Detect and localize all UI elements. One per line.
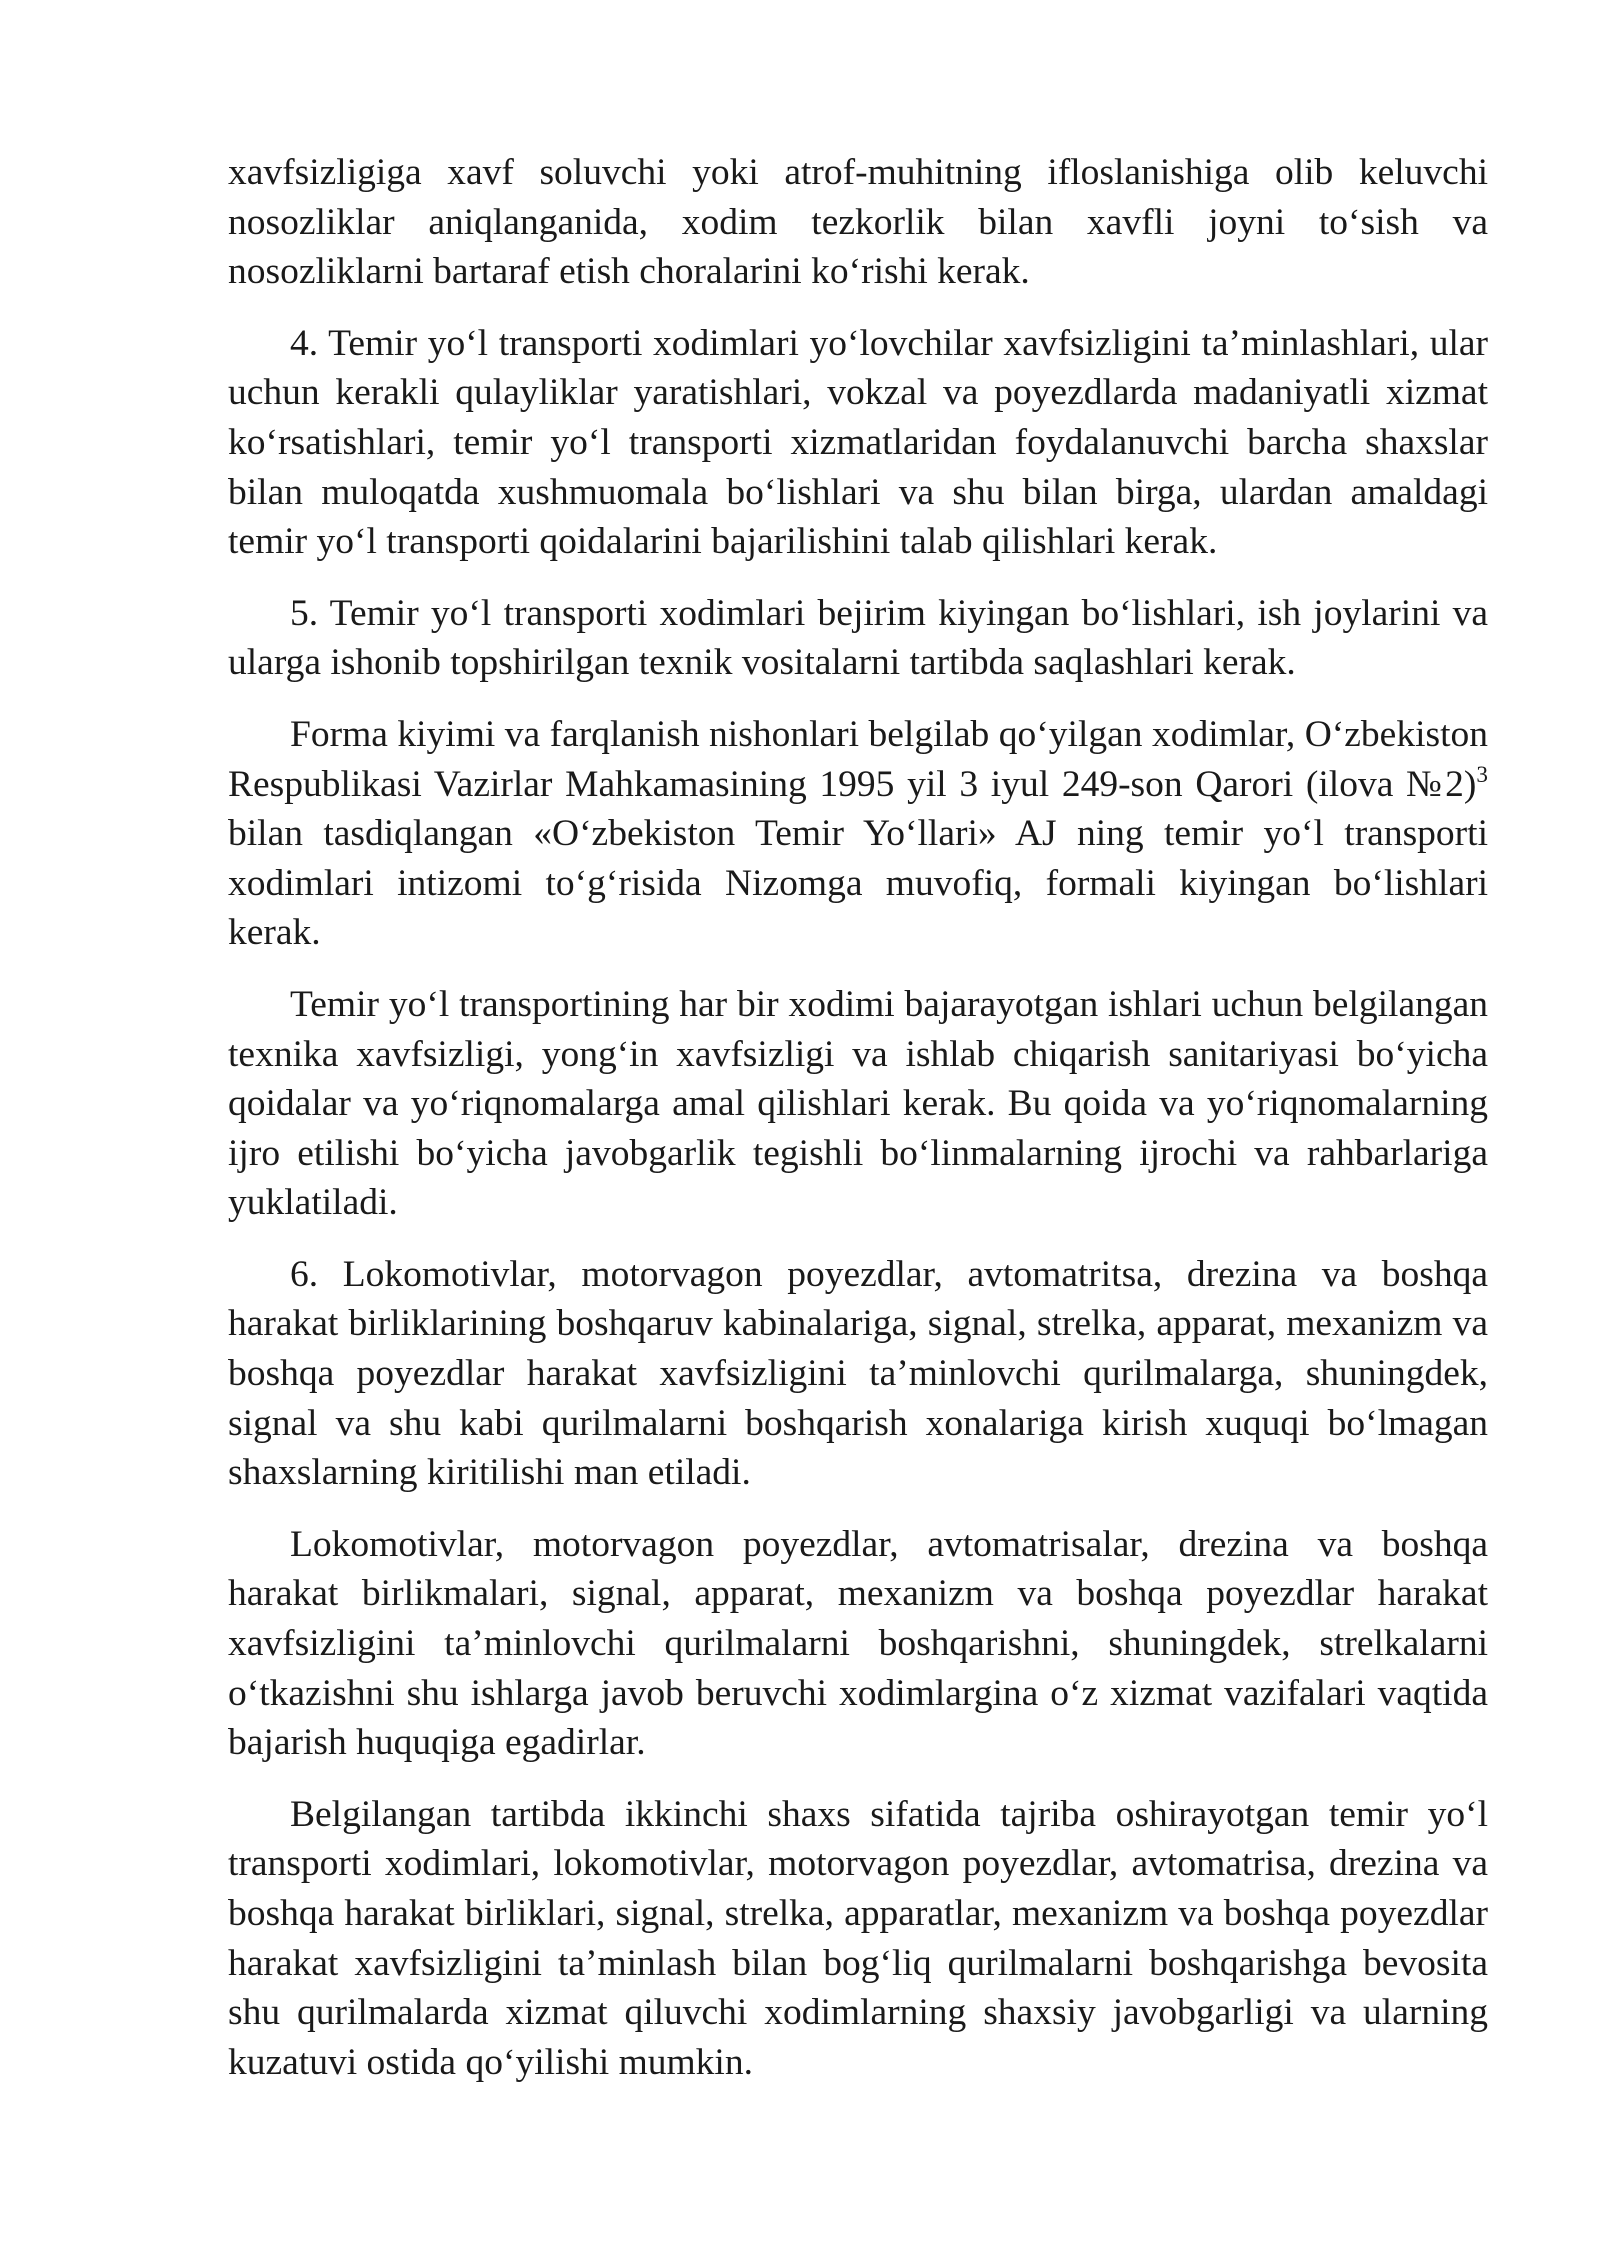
paragraph-item-4: 4. Temir yo‘l transporti xodimlari yo‘lovchilar xavfsizligini ta’minlashlari, ular uchun kerakli qulayliklar yaratishlari, vokzal va poyezdlarda madaniyatli xizmat ko‘rsatishlari, temir yo‘l transporti xizmatlaridan foydalanuvchi barcha shaxslar bilan muloqatda xushmuomala bo‘lishlari va shu bilan birga, ulardan amaldagi temir yo‘l transporti qoidalarini bajarilishini talab qilishlari kerak. <box>228 322 1488 563</box>
paragraph-safety-rules: Temir yo‘l transportining har bir xodimi bajarayotgan ishlari uchun belgilangan texnika xavfsizligi, yong‘in xavfsizligi va ishlab chiqarish sanitariyasi bo‘yicha qoidalar va yo‘riqnomalarga amal qilishlari kerak. Bu qoida va yo‘riqnomalarning ijro etilishi bo‘yicha javobgarlik tegishli bo‘linmalarning ijrochi va rahbarlariga yuklatiladi. <box>228 983 1488 1224</box>
paragraph-trainee-staff: Belgilangan tartibda ikkinchi shaxs sifatida tajriba oshirayotgan temir yo‘l transporti xodimlari, lokomotivlar, motorvagon poyezdlar, avtomatrisa, drezina va boshqa harakat birliklari, signal, strelka, apparatlar, mexanizm va boshqa poyezdlar harakat xavfsizligini ta’minlash bilan bog‘liq qurilmalarni boshqarishga bevosita shu qurilmalarda xizmat qiluvchi xodimlarning shaxsiy javobgarligi va ularning kuzatuvi ostida qo‘yilishi mumkin. <box>228 1793 1488 2083</box>
footnote-marker: 3 <box>1476 761 1488 788</box>
paragraph-authorized-staff: Lokomotivlar, motorvagon poyezdlar, avtomatrisalar, drezina va boshqa harakat birlikmalari, signal, apparat, mexanizm va boshqa poyezdlar harakat xavfsizligini ta’minlovchi qurilmalarni boshqarishni, shuningdek, strelkalarni o‘tkazishni shu ishlarga javob beruvchi xodimlargina o‘z xizmat vazifalari vaqtida bajarish huquqiga egadirlar. <box>228 1523 1488 1764</box>
document-page <box>228 148 1488 2109</box>
paragraph-text: Forma kiyimi va farqlanish nishonlari belgilab qo‘yilgan xodimlar, O‘zbekiston Respublikasi Vazirlar Mahkamasining 1995 yil 3 iyul 249-son Qarori (ilova №2) <box>228 713 1488 805</box>
paragraph-text: bilan tasdiqlangan «O‘zbekiston Temir Yo‘llari» AJ ning temir yo‘l transporti xodimlari intizomi to‘g‘risida Nizomga muvofiq, formali kiyingan bo‘lishlari kerak. <box>228 813 1488 954</box>
paragraph-uniform-regulation <box>228 710 1488 958</box>
paragraph-item-5: 5. Temir yo‘l transporti xodimlari bejirim kiyingan bo‘lishlari, ish joylarini va ularga ishonib topshirilgan texnik vositalarni tartibda saqlashlari kerak. <box>228 592 1488 684</box>
paragraph-item-6: 6. Lokomotivlar, motorvagon poyezdlar, avtomatritsa, drezina va boshqa harakat birliklarining boshqaruv kabinalariga, signal, strelka, apparat, mexanizm va boshqa poyezdlar harakat xavfsizligini ta’minlovchi qurilmalarga, shuningdek, signal va shu kabi qurilmalarni boshqarish xonalariga kirish xuquqi bo‘lmagan shaxslarning kiritilishi man etiladi. <box>228 1253 1488 1494</box>
paragraph-continuation: xavfsizligiga xavf soluvchi yoki atrof-muhitning ifloslanishiga olib keluvchi nosozliklar aniqlanganida, xodim tezkorlik bilan xavfli joyni to‘sish va nosozliklarni bartaraf etish choralarini ko‘rishi kerak. <box>228 152 1488 293</box>
